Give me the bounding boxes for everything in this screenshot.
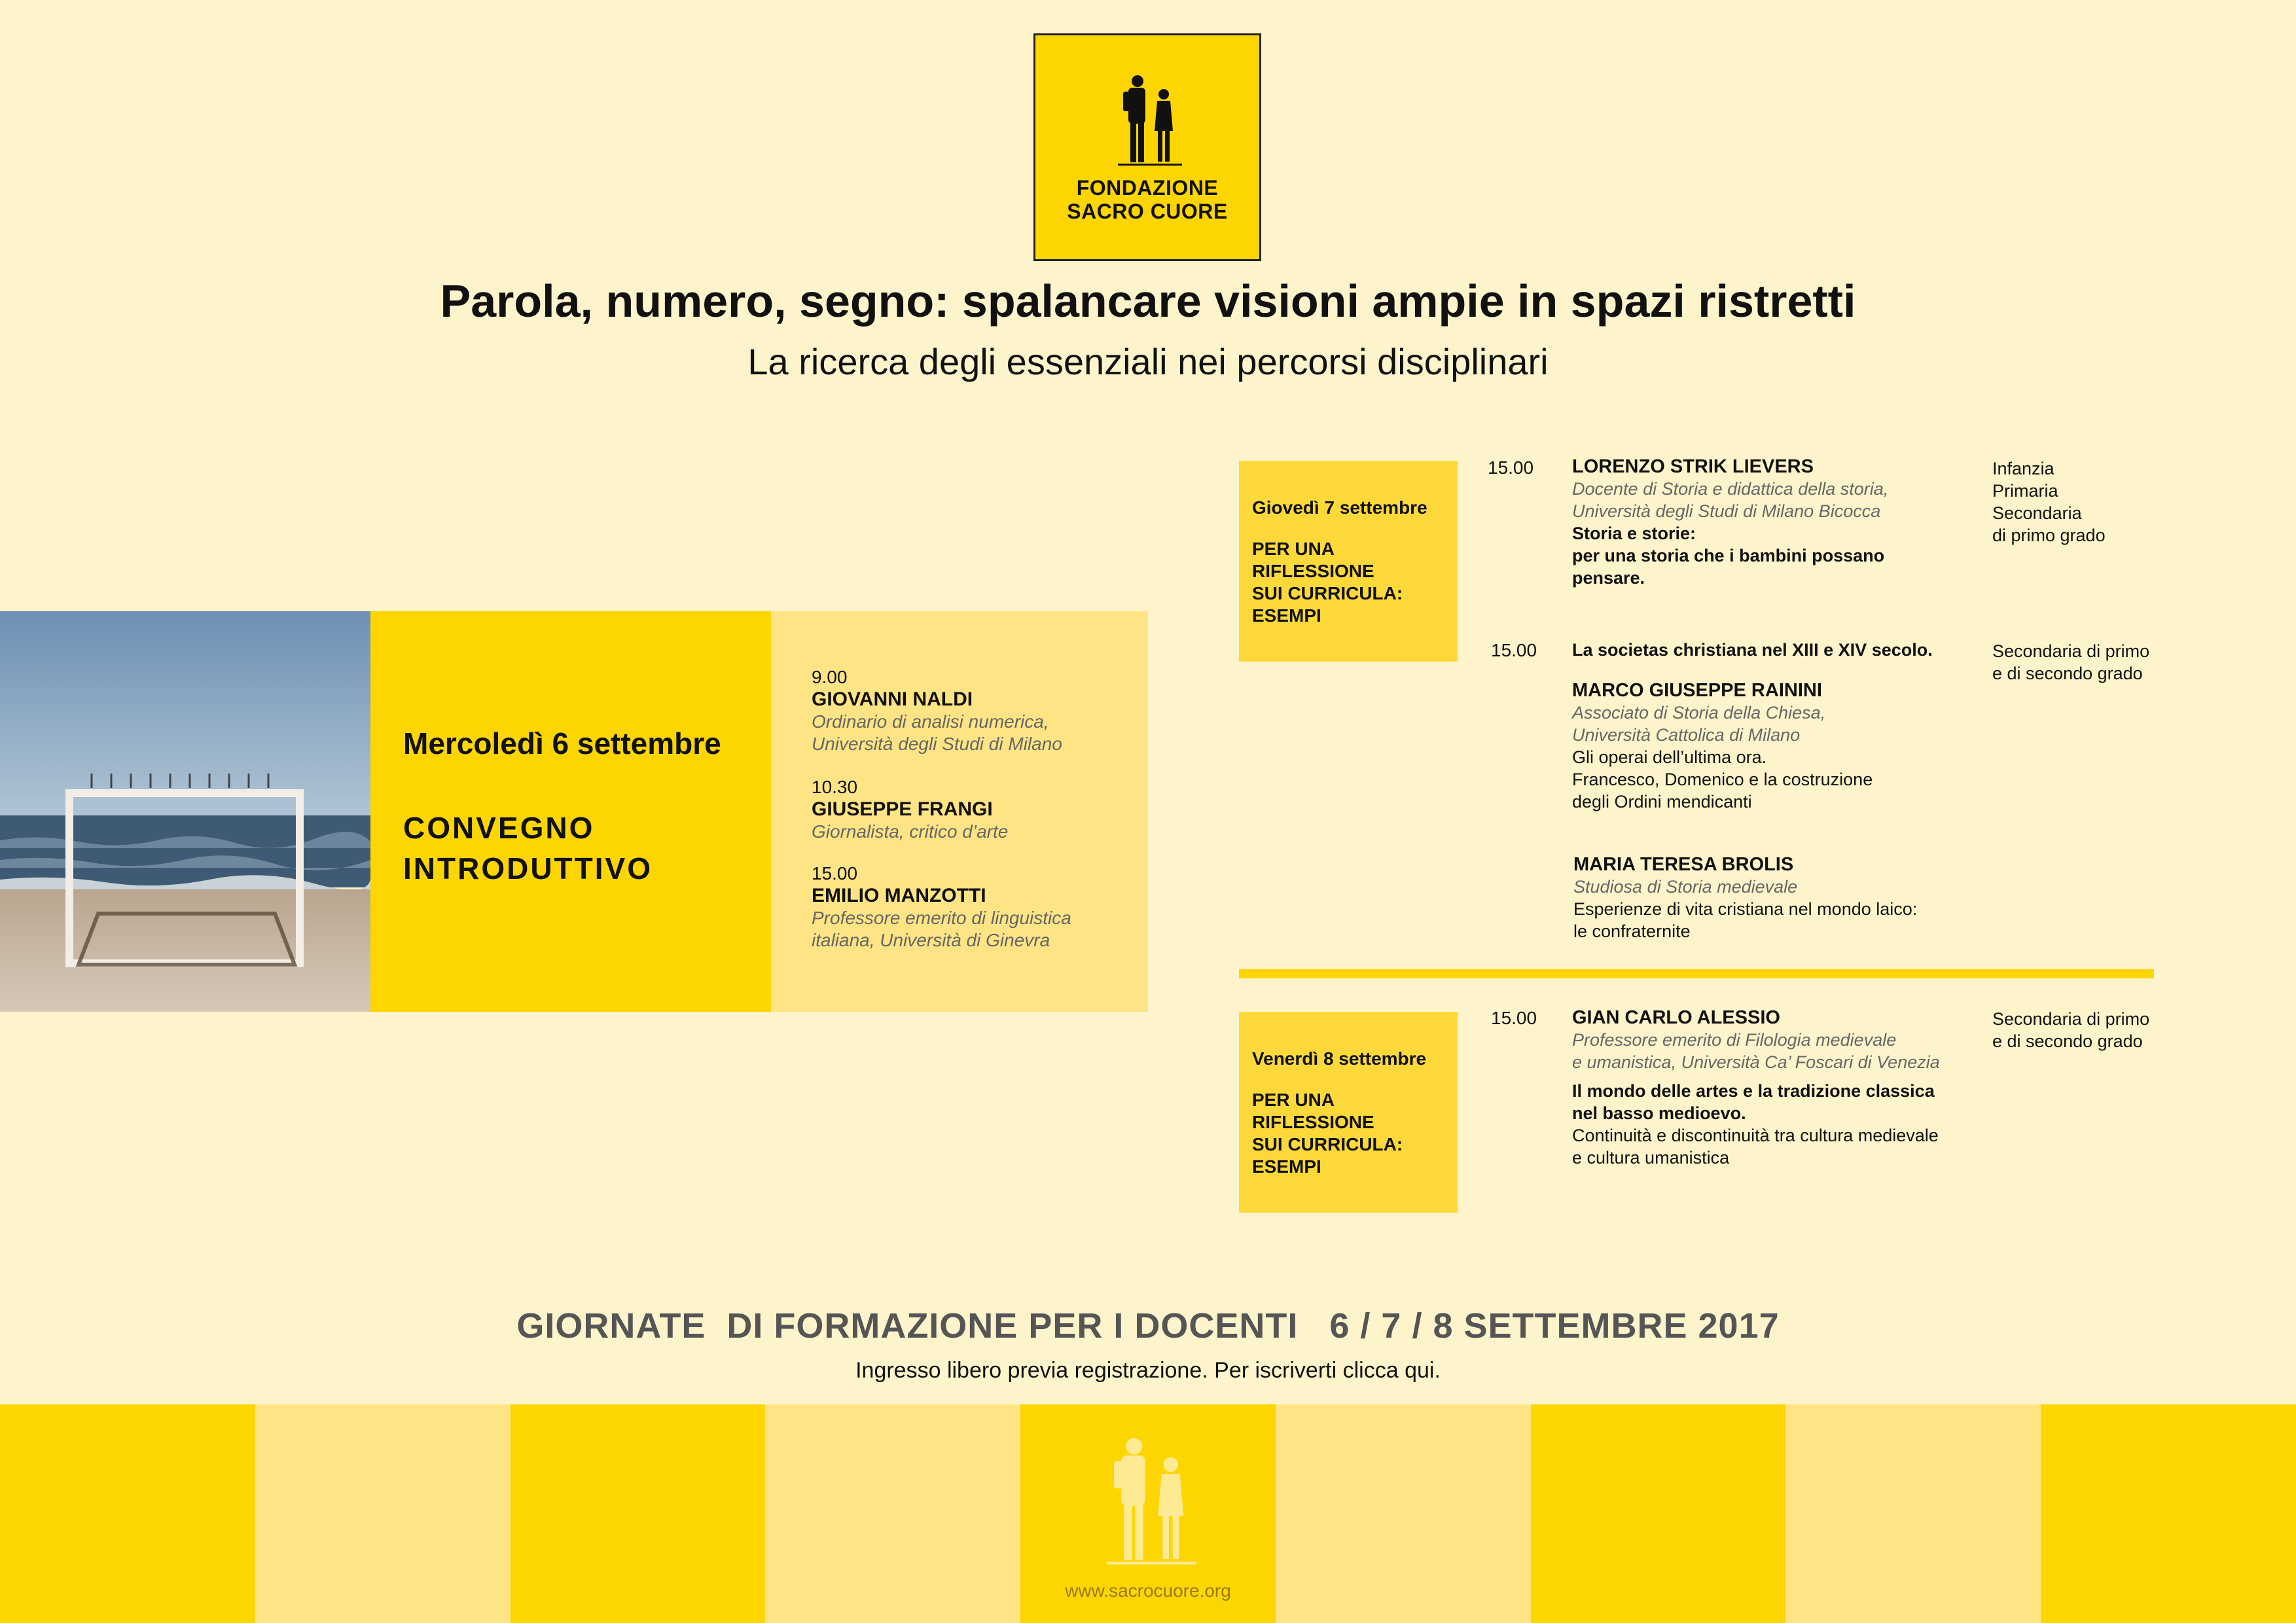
talk-title: pensare. (1572, 568, 1645, 588)
talk-title: Storia e storie: (1572, 524, 1696, 543)
talk-title: Gli operai dell’ultima ora. (1572, 747, 1767, 767)
label-line: ESEMPI (1252, 1156, 1321, 1177)
speaker-role: Studiosa di Storia medievale (1573, 877, 1798, 897)
label-line: RIFLESSIONE (1252, 1112, 1374, 1132)
schedule-item (812, 863, 1071, 952)
stripe (1276, 1404, 1531, 1623)
stripe (0, 1404, 255, 1623)
talk-title: Francesco, Domenico e la costruzione (1572, 770, 1873, 789)
stripe (1785, 1404, 2041, 1623)
logo (1033, 33, 1261, 261)
audience (1992, 457, 2106, 546)
session-time: 15.00 (1491, 1008, 1537, 1028)
speaker-name: GIOVANNI NALDI (812, 688, 973, 710)
friday-label (1252, 1089, 1458, 1178)
wednesday-label (403, 808, 653, 889)
audience-line: Primaria (1992, 481, 2058, 501)
stripe (765, 1404, 1020, 1623)
schedule-item (812, 776, 1008, 843)
schedule-time: 10.30 (812, 777, 858, 797)
logo-line-2: SACRO CUORE (1067, 200, 1228, 223)
talk-title: le confraternite (1573, 921, 1691, 941)
thursday-box (1239, 461, 1458, 662)
speaker-role: Docente di Storia e didattica della storia, (1572, 479, 1889, 499)
stripe (511, 1404, 766, 1623)
speaker-role: Università degli Studi di Milano Bicocca (1572, 501, 1881, 521)
speaker-role: Università degli Studi di Milano (812, 734, 1062, 754)
logo-line-1: FONDAZIONE (1076, 176, 1219, 200)
speaker-role: Giornalista, critico d’arte (812, 821, 1009, 842)
stripe (1531, 1404, 1786, 1623)
label-line: ESEMPI (1252, 605, 1321, 626)
friday-date: Venerdì 8 settembre (1252, 1048, 1427, 1069)
speaker-role: Università Cattolica di Milano (1572, 725, 1801, 745)
label-line: RIFLESSIONE (1252, 561, 1374, 581)
stripe (255, 1404, 511, 1623)
label-line: SUI CURRICULA: (1252, 1134, 1403, 1154)
schedule-time: 15.00 (812, 863, 858, 883)
talk-title: Il mondo delle artes e la tradizione classica (1572, 1081, 1935, 1101)
friday-session (1572, 1007, 1991, 1169)
children-silhouette-icon (1114, 75, 1185, 173)
speaker-name: LORENZO STRIK LIEVERS (1572, 456, 1814, 477)
wednesday-schedule (771, 611, 1148, 1012)
stripe (2041, 1404, 2296, 1623)
speaker-role: Professore emerito di Filologia medievale (1572, 1030, 1897, 1050)
audience-line: e di secondo grado (1992, 1031, 2143, 1051)
audience-line: Infanzia (1992, 459, 2054, 478)
schedule-item (812, 666, 1062, 755)
friday-box (1239, 1012, 1458, 1213)
talk-subtitle: e cultura umanistica (1572, 1148, 1730, 1168)
session-time: 15.00 (1488, 457, 1534, 478)
label-line: PER UNA (1252, 539, 1335, 559)
page-title: Parola, numero, segno: spalancare visioni ampie in spazi ristretti (440, 276, 1856, 327)
footer-children-icon (1092, 1437, 1210, 1578)
audience-line: Secondaria di primo (1992, 641, 2150, 661)
talk-title: Esperienze di vita cristiana nel mondo laico: (1573, 899, 1918, 919)
website-link[interactable]: www.sacrocuore.org (1065, 1580, 1231, 1601)
label-line: SUI CURRICULA: (1252, 583, 1403, 603)
page-subtitle: La ricerca degli essenziali nei percorsi disciplinari (747, 341, 1549, 382)
beach-photo (0, 611, 370, 1012)
speaker-role: italiana, Università di Ginevra (812, 930, 1050, 950)
thursday-date: Giovedì 7 settembre (1252, 497, 1427, 518)
audience-line: Secondaria di primo (1992, 1009, 2150, 1029)
speaker-role: Ordinario di analisi numerica, (812, 711, 1049, 732)
speaker-name: GIAN CARLO ALESSIO (1572, 1007, 1780, 1028)
thursday-session-1 (1572, 455, 1939, 589)
wednesday-date: Mercoledì 6 settembre (403, 726, 721, 760)
session-time: 15.00 (1491, 640, 1537, 660)
label-line: PER UNA (1252, 1090, 1335, 1110)
wednesday-block (370, 611, 771, 1012)
talk-title: nel basso medioevo. (1572, 1103, 1746, 1123)
thursday-label (1252, 538, 1458, 627)
speaker-role: Professore emerito di linguistica (812, 908, 1071, 928)
audience-line: di primo grado (1992, 526, 2106, 545)
talk-subtitle: Continuità e discontinuità tra cultura medievale (1572, 1126, 1939, 1145)
speaker-name: MARIA TERESA BROLIS (1573, 854, 1794, 875)
audience-line: e di secondo grado (1992, 664, 2143, 683)
speaker-name: MARCO GIUSEPPE RAININI (1572, 680, 1822, 701)
wednesday-label-line-1: CONVEGNO (403, 811, 595, 845)
speaker-role: Associato di Storia della Chiesa, (1572, 703, 1826, 722)
talk-title: degli Ordini mendicanti (1572, 792, 1752, 812)
session-topic: La societas christiana nel XIII e XIV secolo. (1572, 640, 1933, 660)
wednesday-label-line-2: INTRODUTTIVO (403, 851, 653, 885)
thursday-session-2 (1572, 639, 1978, 813)
schedule-time: 9.00 (812, 667, 848, 687)
audience (1992, 640, 2149, 685)
footer-title: GIORNATE DI FORMAZIONE PER I DOCENTI 6 / 7 / 8 SETTEMBRE 2017 (516, 1306, 1780, 1346)
audience (1992, 1008, 2149, 1052)
registration-link[interactable]: Ingresso libero previa registrazione. Per iscriverti clicca qui. (855, 1358, 1441, 1383)
speaker-name: GIUSEPPE FRANGI (812, 798, 993, 820)
speaker-role: e umanistica, Università Ca’ Foscari di Venezia (1572, 1052, 1940, 1072)
talk-title: per una storia che i bambini possano (1572, 546, 1885, 565)
speaker-name: EMILIO MANZOTTI (812, 885, 986, 906)
audience-line: Secondaria (1992, 503, 2082, 523)
logo-text (1035, 176, 1259, 223)
section-divider (1239, 969, 2154, 978)
thursday-session-2-speaker-2 (1573, 853, 1979, 942)
